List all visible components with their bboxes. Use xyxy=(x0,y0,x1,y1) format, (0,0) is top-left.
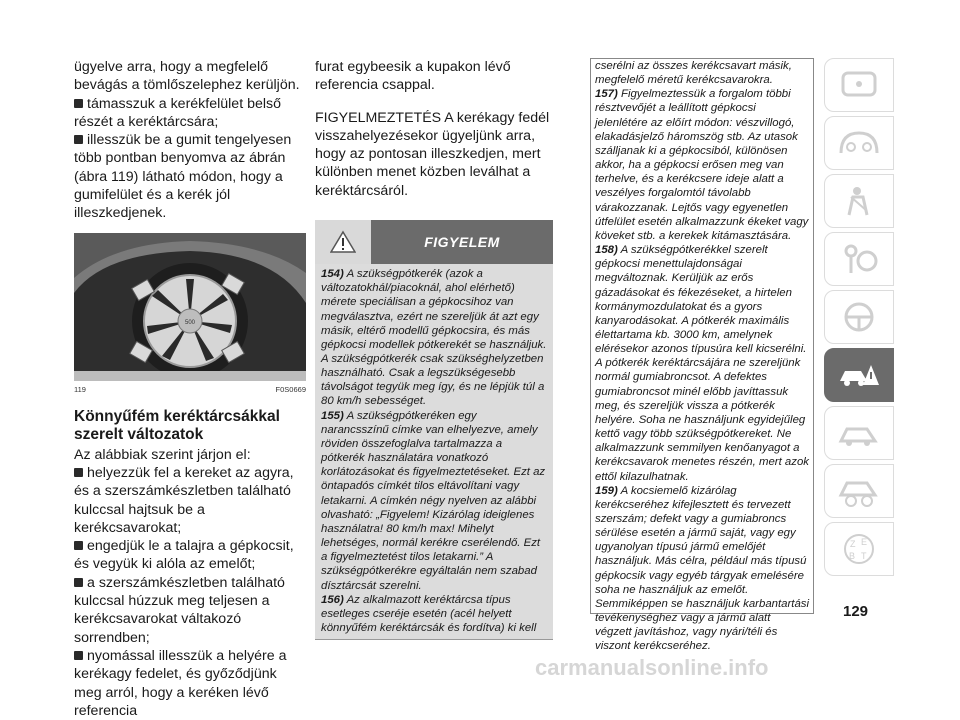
svg-text:500: 500 xyxy=(184,319,196,326)
alphabetical-index-icon xyxy=(837,531,881,567)
bullet-item xyxy=(74,95,306,132)
warning-item xyxy=(595,243,809,484)
bullet-item xyxy=(74,131,306,222)
paragraph: furat egybeesik a kupakon lévő referencia csappal. xyxy=(315,59,511,94)
warning-header xyxy=(315,220,553,264)
section-heading: Könnyűfém keréktárcsákkal szerelt változatok xyxy=(74,407,280,443)
bullet-text: támasszuk a kerékfelület belső részét a keréktárcsára; xyxy=(74,95,281,130)
car-info-icon xyxy=(837,67,881,103)
tab-emergency[interactable] xyxy=(824,348,894,402)
chapter-tabs xyxy=(824,58,894,580)
bullet-square-icon xyxy=(74,99,83,108)
caution-paragraph: FIGYELMEZTETÉS A kerékagy fedél visszahelyezésekor ügyeljünk arra, hogy az pontosan illeszkedjen, mert különben menet közben leválhat a keréktárcsáról. xyxy=(315,109,550,199)
warning-body xyxy=(315,264,553,640)
ignition-key-icon xyxy=(837,241,881,277)
bullet-square-icon xyxy=(74,541,83,550)
bullet-text: nyomással illesszük a helyére a kerékagy fedelet, és győződjünk meg arról, hogy a keréken lévő referencia xyxy=(74,647,287,719)
warning-number: 157) xyxy=(595,88,618,101)
warning-title: FIGYELEM xyxy=(424,233,500,250)
bullet-square-icon xyxy=(74,578,83,587)
page-number: 129 xyxy=(843,603,869,620)
svg-text:T: T xyxy=(861,551,867,561)
warning-item xyxy=(321,593,547,635)
warning-text: Az alkalmazott keréktárcsa típus esetleges cseréje esetén (acél helyett könnyűfém keréktárcsák és fordítva) ki kell xyxy=(321,593,537,634)
warning-item xyxy=(595,87,809,243)
warning-text: A szükségpótkerék (azok a változatokhál/piacoknál, ahol elérhető) mérete speciálisan a gépkocsihoz van megválasztva, ezért ne szereljük át azt egy másik, eltérő modellű gépkocsira, és más gépkocsi modellek pótkerekét se használjuk. A szükségpótkerék csak szükséghelyzetben használható. Csak a legszükségesebb távolságot tegyük meg így, és ne lépjük túl a 80 km/h sebességet. xyxy=(321,268,547,408)
bullet-item xyxy=(74,464,306,537)
warning-continuation-box xyxy=(590,58,814,653)
svg-text:E: E xyxy=(861,537,868,547)
warning-text: A szükségpótkeréken egy narancsszínű címke van elhelyezve, amely röviden összefoglalva tartalmazza a pótkerék használatára vonatkozó korlátozásokat és figyelmeztetéseket. Ezt az öntapadós címkét tilos eltávolítani vagy letakarni. A címkén négy nyelven az alábbi olvasható: „Figyelem! Kizárólag ideiglenes használatra! 80 km/h max! Mihelyt lehetséges, normál kerékre cserélendő. Ezt a figyelmeztetést tilos letakarni.” A szükségpótkerékre egyáltalán nem szabad dísztárcsát szerelni. xyxy=(321,409,546,592)
seatbelt-airbag-icon xyxy=(837,183,881,219)
tab-maintenance[interactable] xyxy=(824,406,894,460)
bullet-text: helyezzük fel a kereket az agyra, és a szerszámkészletben található kulccsal hajtsuk be a kerékcsavarokat; xyxy=(74,464,294,536)
bullet-text: illesszük be a gumit tengelyesen több pontban benyomva az ábrán (ábra 119) látható módon, hogy a gumifelület és a kerék jól illeszkedjenek. xyxy=(74,132,292,222)
steering-wheel-icon xyxy=(837,299,881,335)
bullet-text: engedjük le a talajra a gépkocsit, és vegyük ki alóla az emelőt; xyxy=(74,538,294,573)
wrench-car-icon xyxy=(837,415,881,451)
svg-text:Z: Z xyxy=(850,539,856,549)
paragraph: ügyelve arra, hogy a megfelelő bevágás a tömlőszelephez kerüljön. xyxy=(74,59,300,94)
tab-starting[interactable] xyxy=(824,232,894,286)
bullet-item xyxy=(74,647,306,720)
bullet-text: a szerszámkészletben található kulccsal húzzuk meg teljesen a kerékcsavarokat váltakozó sorrendben; xyxy=(74,574,285,646)
warning-text: Figyelmeztessük a forgalom többi résztvevőjét a leállított gépkocsi jelenlétére az előírt módon: vészvillogó, elakadásjelző háromszög stb. Az utasok szálljanak ki a gépkocsiból, különösen akkor, ha a gépkocsi erősen meg van terhelve, és a kerékcsere ideje alatt a veszélyes forgalomtól távolabb várakozzanak. Lejtős vagy egyenetlen útfelület esetén alkalmazzunk ékeket vagy köveket stb. a kerekek kitámasztására. xyxy=(595,88,809,242)
alloy-wheel-illustration xyxy=(74,233,306,381)
figure-number: 119 xyxy=(74,384,86,394)
tab-safety[interactable] xyxy=(824,174,894,228)
column-3 xyxy=(590,58,814,653)
warning-number: 155) xyxy=(321,409,344,422)
watermark-text: carmanualsonline.info xyxy=(535,655,769,680)
dashboard-icon xyxy=(837,125,881,161)
wheel-figure-image xyxy=(74,233,306,381)
bullet-square-icon xyxy=(74,135,83,144)
warning-triangle-icon xyxy=(315,220,371,264)
bullet-item xyxy=(74,537,306,574)
warning-number: 159) xyxy=(595,484,618,497)
warning-item xyxy=(321,409,547,593)
warning-item xyxy=(321,267,547,409)
tab-dashboard[interactable] xyxy=(824,116,894,170)
warning-number: 154) xyxy=(321,268,344,281)
bullet-item xyxy=(74,574,306,647)
warning-number: 158) xyxy=(595,244,618,257)
paragraph: Az alábbiak szerint járjon el: xyxy=(74,446,251,463)
tab-index[interactable] xyxy=(824,522,894,576)
warning-text: A szükségpótkerékkel szerelt gépkocsi menettulajdonságai megváltoznak. Kerüljük az erős gázadásokat és fékezéseket, a hirtelen kormánymozdulatokat és a gyors kanyarodásokat. A pótkerék maximális élettartama kb. 3000 km, amelynek elérésekor azonos típusúra kell kicserélni. A pótkerék keréktárcsájára ne szereljünk normál gumiabroncsot. A defektes gumiabroncsot minél előbb javíttassuk meg, és szereljük vissza a pótkerék helyére. Soha ne használjunk egyidejűleg kettő vagy több szükségpótkereket. Ne alkalmazzunk semmilyen kenőanyagot a kerékcsavarok menetes részén, mert azok ettől kilazulhatnak. xyxy=(595,244,809,483)
bullet-square-icon xyxy=(74,651,83,660)
warning-item xyxy=(595,484,809,654)
warning-number: 156) xyxy=(321,593,344,606)
figure-code: F0S0669 xyxy=(275,384,306,394)
column-2 xyxy=(315,58,553,640)
tab-car-info[interactable] xyxy=(824,58,894,112)
warning-text: A kocsiemelő kizárólag kerékcseréhez kifejlesztett és tervezett szerszám; defekt vagy a gumiabroncs sérülése esetén a jármű saját, vagy egy ugyanolyan típusú jármű emelőjét használjuk. Más célra, például más típusú gépkocsik vagy egyéb tárgyak emelésére soha ne használjuk az emelőt. Semmiképpen se használjuk karbantartási tevékenységhez vagy a jármű alatt végzett javításhoz, vagy nyári/téli és viszont kerékcseréhez. xyxy=(595,484,810,653)
car-emergency-icon xyxy=(837,357,881,393)
svg-text:B: B xyxy=(849,551,856,561)
car-spec-icon xyxy=(837,473,881,509)
column-1 xyxy=(74,58,306,720)
tab-driving[interactable] xyxy=(824,290,894,344)
warning-text: cserélni az összes kerékcsavart másik, megfelelő méretű kerékcsavarokra. xyxy=(595,60,792,87)
figure-caption xyxy=(74,384,306,396)
tab-technical-data[interactable] xyxy=(824,464,894,518)
bullet-square-icon xyxy=(74,468,83,477)
